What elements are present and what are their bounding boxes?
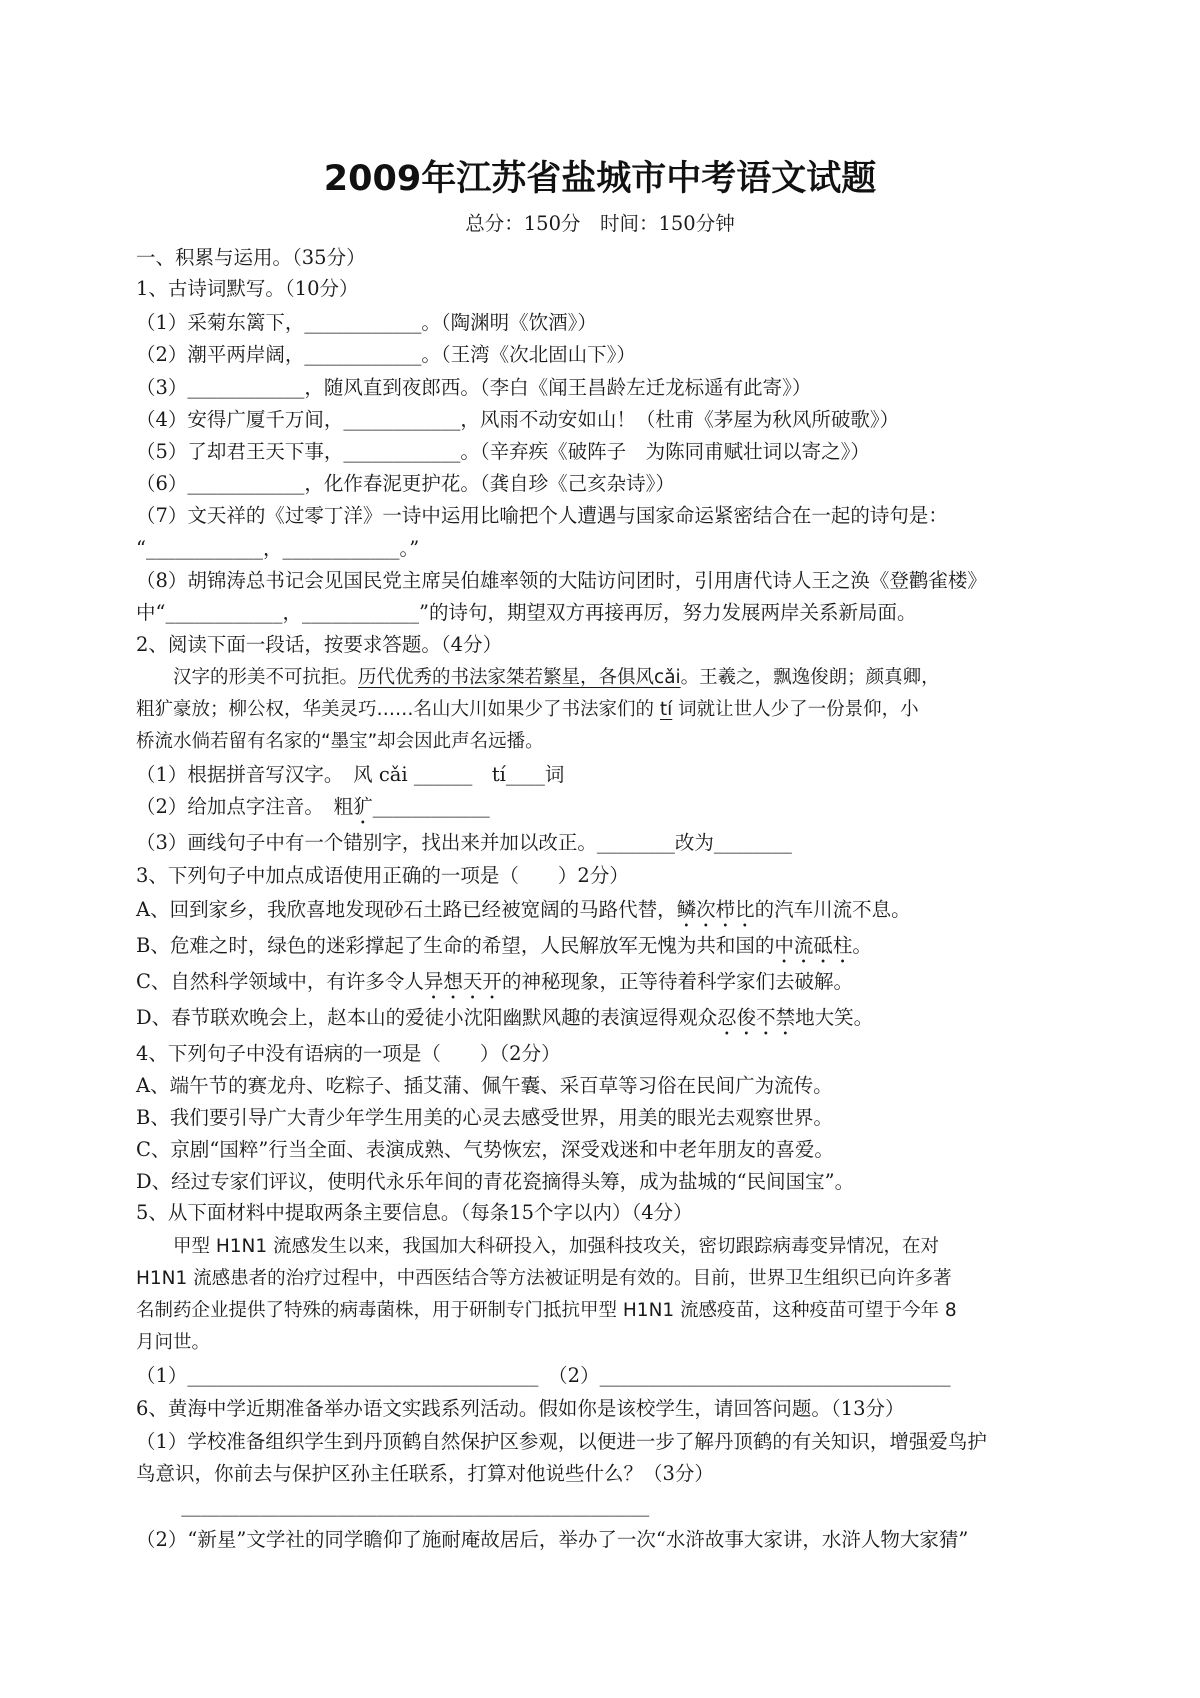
question-3-option [136,898,911,932]
question-2-sub: （1）根据拼音写汉字。 风 cǎi ______ tí____词 [136,763,565,786]
question-4-option: B、我们要引导广大青少年学生用美的心灵去感受世界，用美的眼光去观察世界。 [136,1106,833,1129]
question-5-heading: 5、从下面材料中提取两条主要信息。（每条15个字以内）（4分） [136,1201,693,1224]
question-5-answers: （1）____________________________________ （2）____________________________________ [136,1364,951,1387]
dotted-char: 犷 [353,795,373,818]
question-4-option: D、经过专家们评议，使明代永乐年间的青花瓷摘得头筹，成为盐城的“民间国宝”。 [136,1170,855,1193]
dotted-idiom: 忍俊不禁 [717,1006,796,1029]
dotted-idiom: 鳞次栉比 [676,898,755,921]
question-3-option [136,970,853,1004]
question-6-sub: （1）学校准备组织学生到丹顶鹤自然保护区参观，以便进一步了解丹顶鹤的有关知识，增强爱鸟护 [136,1430,987,1453]
dotted-idiom: 异想天开 [423,970,502,993]
question-1-item: （4）安得广厦千万间，____________，风雨不动安如山！（杜甫《茅屋为秋风所破歌》） [136,408,900,431]
section-heading: 一、积累与运用。（35分） [136,246,366,269]
question-3-option [136,1006,873,1040]
option-text: C、自然科学领域中，有许多令人 [136,970,424,993]
question-2-sub: （3）画线句子中有一个错别字，找出来并加以改正。________改为________ [136,831,792,854]
question-6-answer-blank: ________________________________________________ [136,1494,650,1517]
question-2-sub [136,795,490,829]
question-5-passage: 甲型 H1N1 流感发生以来，我国加大科研投入，加强科技攻关，密切跟踪病毒变异情况，在对 [136,1236,940,1257]
passage-text: 。王羲之，飘逸俊朗；颜真卿， [680,667,940,688]
dotted-idiom: 中流砥柱 [774,934,853,957]
question-1-item: （5）了却君王天下事，____________。（辛弃疾《破阵子 为陈同甫赋壮词以寄之》） [136,440,870,463]
underlined-sentence: 历代优秀的书法家桀若繁星，各俱风cǎi [358,667,681,688]
question-6-sub: （2）“新星”文学社的同学瞻仰了施耐庵故居后，举办了一次“水浒故事大家讲，水浒人物大家猜” [136,1528,969,1551]
question-4-option: A、端午节的赛龙舟、吃粽子、插艾蒲、佩午囊、采百草等习俗在民间广为流传。 [136,1074,833,1097]
option-text: A、回到家乡，我欣喜地发现砂石土路已经被宽阔的马路代替， [136,898,677,921]
question-1-item: （1）采菊东篱下，____________。（陶渊明《饮酒》） [136,311,597,334]
sub-text: （2）给加点字注音。 粗 [136,795,354,818]
question-1-heading: 1、古诗词默写。（10分） [136,277,359,300]
question-1-item: （6）____________，化作春泥更护花。（龚自珍《己亥杂诗》） [136,472,675,495]
question-2-passage: 桥流水倘若留有名家的“墨宝”却会因此声名远播。 [136,731,544,752]
option-text: 的神秘现象，正等待着科学家们去破解。 [501,970,853,993]
option-text: B、危难之时，绿色的迷彩撑起了生命的希望，人民解放军无愧为共和国的 [136,934,775,957]
exam-title: 2009年江苏省盐城市中考语文试题 [323,159,877,199]
option-text: 的汽车川流不息。 [754,898,911,921]
question-2-passage [136,698,919,722]
exam-subtitle: 总分：150分 时间：150分钟 [465,212,735,235]
option-text: D、春节联欢晚会上，赵本山的爱徒小沈阳幽默风趣的表演逗得观众 [136,1006,718,1029]
question-1-item: （3）____________，随风直到夜郎西。（李白《闻王昌龄左迁龙标遥有此寄》） [136,376,812,399]
question-6-sub: 鸟意识，你前去与保护区孙主任联系，打算对他说些什么？（3分） [136,1462,714,1485]
answer-blank: ____________ [372,795,490,818]
passage-text: 汉字的形美不可抗拒。 [136,667,359,688]
option-text: 地大笑。 [795,1006,874,1029]
question-2-heading: 2、阅读下面一段话，按要求答题。（4分） [136,633,503,656]
underlined-pinyin: tí [659,699,673,720]
question-5-passage: 名制药企业提供了特殊的病毒菌株，用于研制专门抵抗甲型 H1N1 流感疫苗，这种疫苗可望于今年 8 [136,1300,957,1321]
option-text: 。 [852,934,872,957]
question-1-item: （2）潮平两岸阔，____________。（王湾《次北固山下》） [136,343,636,366]
question-1-item: 中“____________，____________”的诗句，期望双方再接再厉，努力发展两岸关系新局面。 [136,601,917,624]
question-5-passage: 月问世。 [136,1332,211,1353]
question-1-item: （8）胡锦涛总书记会见国民党主席吴伯雄率领的大陆访问团时，引用唐代诗人王之涣《登鹳雀楼》 [136,569,987,592]
question-1-item: “____________，____________。” [136,537,420,560]
passage-text: 词就让世人少了一份景仰，小 [672,699,919,720]
question-6-heading: 6、黄海中学近期准备举办语文实践系列活动。假如你是该校学生，请回答问题。（13分） [136,1397,905,1420]
question-4-option: C、京剧“国粹”行当全面、表演成熟、气势恢宏，深受戏迷和中老年朋友的喜爱。 [136,1138,834,1161]
question-3-option [136,934,872,968]
question-5-passage: H1N1 流感患者的治疗过程中，中西医结合等方法被证明是有效的。目前，世界卫生组织已向许多著 [136,1268,952,1289]
question-2-passage [136,666,940,690]
question-1-item: （7）文天祥的《过零丁洋》一诗中运用比喻把个人遭遇与国家命运紧密结合在一起的诗句是： [136,504,948,527]
passage-text: 粗犷豪放；柳公权，华美灵巧……名山大川如果少了书法家们的 [136,699,660,720]
question-4-heading: 4、下列句子中没有语病的一项是（ ）（2分） [136,1042,561,1065]
question-3-heading: 3、下列句子中加点成语使用正确的一项是（ ）2分） [136,864,629,887]
